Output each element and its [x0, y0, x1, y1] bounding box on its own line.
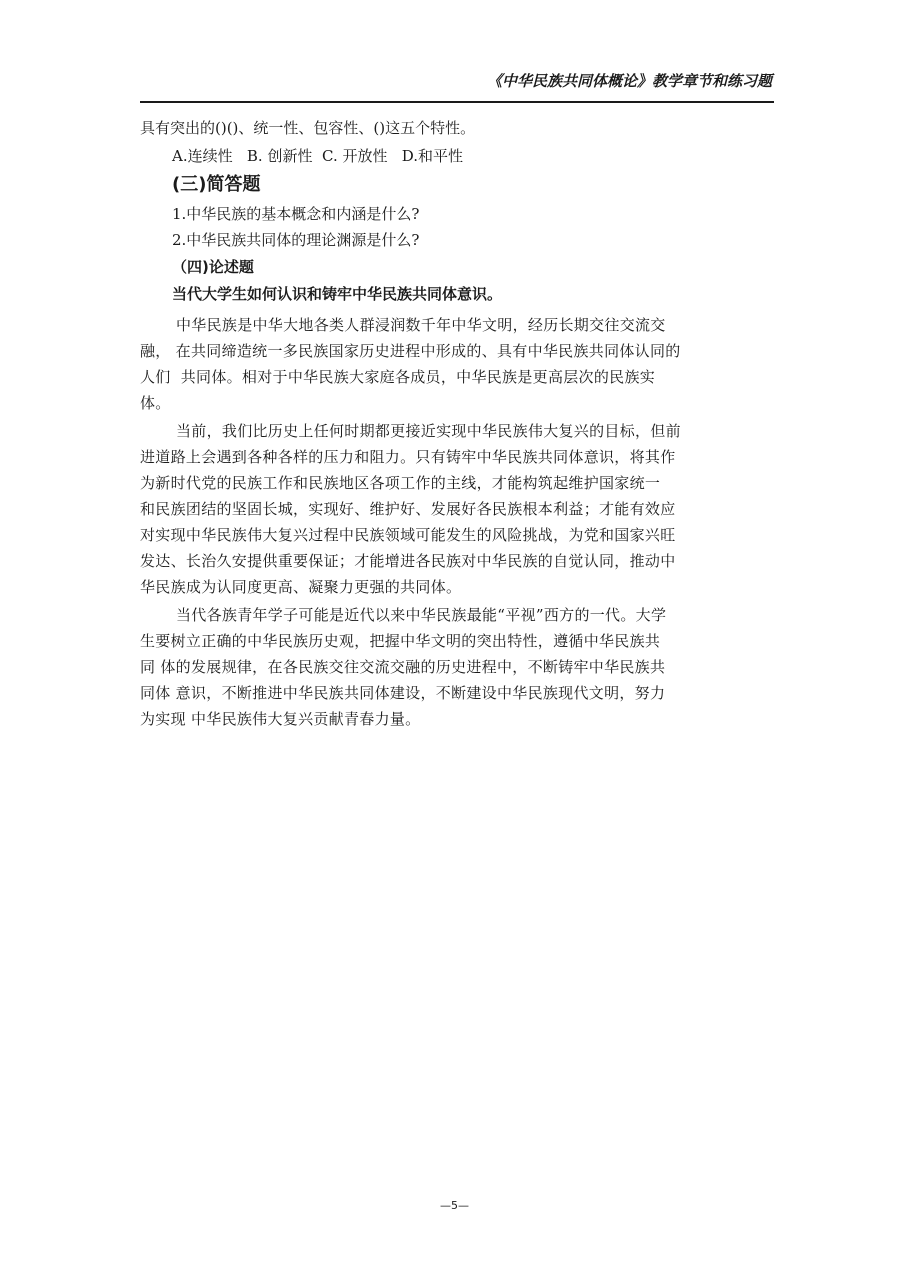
section-heading-essay: （四)论述题 — [172, 258, 254, 276]
paragraph-line: 进道路上会遇到各种各样的压力和阻力。只有铸牢中华民族共同体意识，将其作 — [140, 448, 676, 466]
short-answer-item: 1.中华民族的基本概念和内涵是什么? — [172, 205, 420, 223]
paragraph-line: 同体 意识，不断推进中华民族共同体建设，不断建设中华民族现代文明，努力 — [140, 684, 666, 702]
paragraph-line: 体。 — [140, 394, 171, 412]
paragraph-line: 人们 共同体。相对于中华民族大家庭各成员，中华民族是更高层次的民族实 — [140, 368, 656, 386]
page-number: —5— — [440, 1199, 469, 1212]
essay-topic: 当代大学生如何认识和铸牢中华民族共同体意识。 — [172, 285, 503, 303]
short-answer-item: 2.中华民族共同体的理论渊源是什么? — [172, 231, 420, 249]
section-heading-short-answer: (三)简答题 — [172, 174, 261, 195]
paragraph-line: 和民族团结的坚固长城，实现好、维护好、发展好各民族根本利益；才能有效应 — [140, 500, 676, 518]
running-header: 《中华民族共同体概论》教学章节和练习题 — [486, 72, 772, 90]
paragraph-line: 为实现 中华民族伟大复兴贡献青春力量。 — [140, 710, 421, 728]
header-rule — [140, 101, 774, 103]
paragraph-line: 当前，我们比历史上任何时期都更接近实现中华民族伟大复兴的目标，但前 — [176, 422, 681, 440]
paragraph-line: 为新时代党的民族工作和民族地区各项工作的主线，才能构筑起维护国家统一 — [140, 474, 661, 492]
paragraph-line: 中华民族是中华大地各类人群浸润数千年中华文明，经历长期交往交流交 — [176, 316, 666, 334]
paragraph-line: 华民族成为认同度更高、凝聚力更强的共同体。 — [140, 578, 462, 596]
question-continuation: 具有突出的()()、统一性、包容性、()这五个特性。 — [140, 119, 476, 137]
paragraph-line: 生要树立正确的中华民族历史观，把握中华文明的突出特性，遵循中华民族共 — [140, 632, 661, 650]
paragraph-line: 当代各族青年学子可能是近代以来中华民族最能“平视”西方的一代。大学 — [176, 606, 667, 624]
paragraph-line: 发达、长治久安提供重要保证；才能增进各民族对中华民族的自觉认同，推动中 — [140, 552, 676, 570]
paragraph-line: 融， 在共同缔造统一多民族国家历史进程中形成的、具有中华民族共同体认同的 — [140, 342, 681, 360]
paragraph-line: 对实现中华民族伟大复兴过程中民族领域可能发生的风险挑战，为党和国家兴旺 — [140, 526, 676, 544]
question-options: A.连续性 B. 创新性 C. 开放性 D.和平性 — [172, 147, 464, 165]
paragraph-line: 同 体的发展规律，在各民族交往交流交融的历史进程中，不断铸牢中华民族共 — [140, 658, 666, 676]
